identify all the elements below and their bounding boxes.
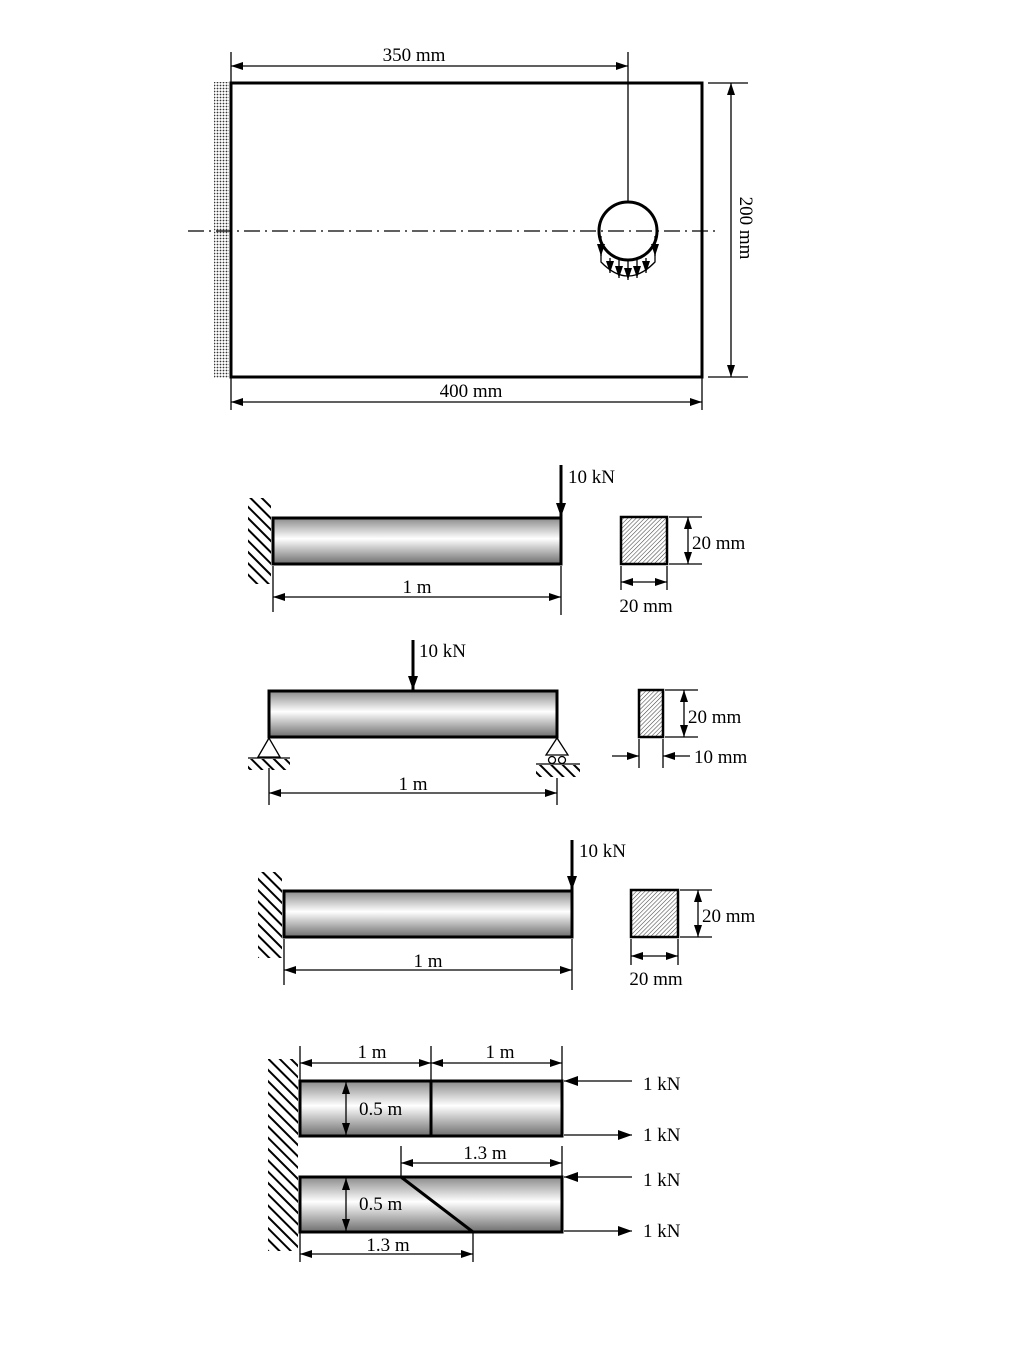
plate — [231, 83, 702, 377]
section-height-label: 20 mm — [692, 533, 746, 554]
segment2-label: 1 m — [485, 1042, 515, 1063]
ground-hatch — [536, 765, 580, 777]
roller — [559, 757, 566, 764]
dimension-label-350: 350 mm — [382, 45, 446, 66]
load-label: 10 kN — [579, 841, 626, 862]
cross-section — [621, 517, 667, 564]
lower-load-bottom-label: 1 kN — [643, 1221, 681, 1242]
fixed-wall-support — [258, 872, 282, 958]
span-label: 1 m — [402, 577, 432, 598]
section-width-label: 20 mm — [619, 596, 673, 617]
plate-figure — [188, 45, 756, 410]
roller-support — [546, 738, 568, 755]
dimension-label-200: 200 mm — [735, 196, 756, 260]
simply-supported-figure — [248, 640, 748, 805]
load-label: 10 kN — [568, 467, 615, 488]
fixed-wall-support — [214, 82, 229, 378]
crack-bottom-label: 1.3 m — [366, 1235, 410, 1256]
beam — [284, 891, 572, 937]
lower-load-top-label: 1 kN — [643, 1170, 681, 1191]
fixed-wall-support — [248, 498, 271, 584]
fixed-wall-support — [268, 1059, 298, 1251]
upper-load-bottom-label: 1 kN — [643, 1125, 681, 1146]
beam — [273, 518, 561, 564]
cantilever-figure-1 — [248, 465, 746, 617]
cracked-beams-figure — [268, 1042, 681, 1262]
section-height-label: 20 mm — [702, 906, 756, 927]
cross-section — [639, 690, 663, 737]
crack-top-label: 1.3 m — [463, 1143, 507, 1164]
lower-beam — [300, 1177, 562, 1232]
upper-height-label: 0.5 m — [359, 1099, 403, 1120]
beam — [269, 691, 557, 737]
dimension-label-400: 400 mm — [439, 381, 503, 402]
upper-load-top-label: 1 kN — [643, 1074, 681, 1095]
cantilever-figure-2 — [258, 840, 756, 990]
section-width-label: 20 mm — [629, 969, 683, 990]
span-label: 1 m — [413, 951, 443, 972]
roller — [549, 757, 556, 764]
load-label: 10 kN — [419, 641, 466, 662]
section-height-label: 20 mm — [688, 707, 742, 728]
cross-section — [631, 890, 678, 937]
span-label: 1 m — [398, 774, 428, 795]
section-width-label: 10 mm — [694, 747, 748, 768]
segment1-label: 1 m — [357, 1042, 387, 1063]
lower-height-label: 0.5 m — [359, 1194, 403, 1215]
pin-support — [258, 738, 280, 757]
